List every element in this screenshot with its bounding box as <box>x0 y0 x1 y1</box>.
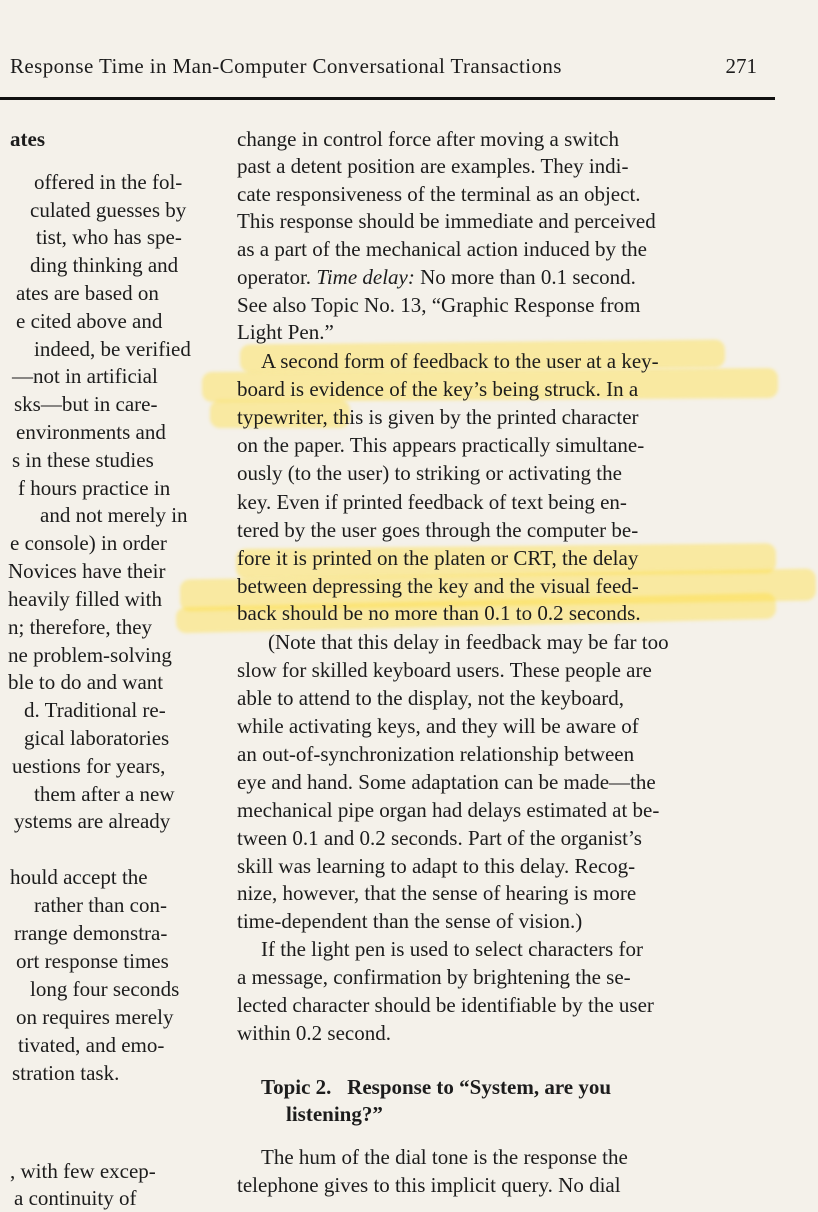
left-line: s in these studies <box>12 448 154 472</box>
left-line: e cited above and <box>16 309 163 333</box>
paragraph-line: between depressing the key and the visual feed- <box>237 574 639 598</box>
left-line: d. Traditional re- <box>24 698 166 722</box>
left-line: them after a new <box>34 782 175 806</box>
left-line: ort response times <box>16 949 169 973</box>
paragraph-line: fore it is printed on the platen or CRT, the delay <box>237 546 639 570</box>
paragraph-line: board is evidence of the key’s being struck. In a <box>237 377 639 401</box>
topic-heading-continued: listening?” <box>286 1102 383 1126</box>
left-line: ne problem-solving <box>8 643 172 667</box>
text-run: No more than 0.1 second. <box>420 265 636 289</box>
paragraph-line: ously (to the user) to striking or activating the <box>237 461 622 485</box>
left-line: tist, who has spe- <box>36 225 182 249</box>
paragraph-line: The hum of the dial tone is the response the <box>261 1145 628 1169</box>
left-line: stration task. <box>12 1061 120 1085</box>
paragraph-line: telephone gives to this implicit query. No dial <box>237 1173 621 1197</box>
page-header <box>0 52 775 86</box>
left-line: n; therefore, they <box>8 615 153 639</box>
left-line: e console) in order <box>10 531 167 555</box>
left-line: ble to do and want <box>8 670 164 694</box>
paragraph-line: If the light pen is used to select characters for <box>261 937 643 961</box>
paragraph-line: back should be no more than 0.1 to 0.2 seconds. <box>237 601 641 625</box>
paragraph-line: See also Topic No. 13, “Graphic Response from <box>237 293 641 317</box>
paragraph-line: typewriter, this is given by the printed character <box>237 405 639 429</box>
time-delay-label: Time delay: <box>316 265 415 289</box>
paragraph-line: able to attend to the display, not the keyboard, <box>237 686 625 710</box>
paragraph-line: time-dependent than the sense of vision.) <box>237 909 583 933</box>
left-section-heading: ates <box>10 127 45 151</box>
paragraph-line: as a part of the mechanical action induced by the <box>237 237 647 261</box>
paragraph-line: cate responsiveness of the terminal as an object. <box>237 182 641 206</box>
paragraph-line: slow for skilled keyboard users. These people are <box>237 658 652 682</box>
left-line: Novices have their <box>8 559 166 583</box>
paragraph-line: tween 0.1 and 0.2 seconds. Part of the organist’s <box>237 826 642 850</box>
left-line: ding thinking and <box>30 253 179 277</box>
left-line: sks—but in care- <box>14 392 158 416</box>
left-line: hould accept the <box>10 865 148 889</box>
paragraph-line: key. Even if printed feedback of text being en- <box>237 490 627 514</box>
left-line: long four seconds <box>30 977 180 1001</box>
left-line: ystems are already <box>14 809 171 833</box>
paragraph-line: lected character should be identifiable by the user <box>237 993 654 1017</box>
text-run: operator. <box>237 265 312 289</box>
paragraph-line: an out-of-synchronization relationship between <box>237 742 635 766</box>
left-line: ates are based on <box>16 281 159 305</box>
left-line: gical laboratories <box>24 726 170 750</box>
paragraph-line: (Note that this delay in feedback may be far too <box>268 630 669 654</box>
header-rule <box>0 97 775 100</box>
left-line: tivated, and emo- <box>18 1033 165 1057</box>
left-line: uestions for years, <box>12 754 166 778</box>
left-line: rrange demonstra- <box>14 921 168 945</box>
left-line: offered in the fol- <box>34 170 183 194</box>
topic-heading: Topic 2. Response to “System, are you <box>261 1075 612 1099</box>
left-line: f hours practice in <box>18 476 171 500</box>
paragraph-line: Light Pen.” <box>237 320 334 344</box>
paragraph-line: on the paper. This appears practically simultane- <box>237 433 645 457</box>
left-line: , with few excep- <box>10 1159 156 1183</box>
paragraph-line: nize, however, that the sense of hearing is more <box>237 881 637 905</box>
left-line: rather than con- <box>34 893 167 917</box>
paragraph-line: mechanical pipe organ had delays estimated at be- <box>237 798 660 822</box>
left-line: environments and <box>16 420 166 444</box>
paragraph-line: change in control force after moving a switch <box>237 127 619 151</box>
left-line: culated guesses by <box>30 198 187 222</box>
page-number: 271 <box>725 54 757 78</box>
paragraph-line: A second form of feedback to the user at a key- <box>261 349 659 373</box>
paragraph-line: This response should be immediate and perceived <box>237 209 656 233</box>
paragraph-line: eye and hand. Some adaptation can be made—the <box>237 770 656 794</box>
left-line: —not in artificial <box>12 364 158 388</box>
left-line: and not merely in <box>40 503 188 527</box>
paragraph-line: while activating keys, and they will be aware of <box>237 714 639 738</box>
left-line: heavily filled with <box>8 587 162 611</box>
paragraph-line: past a detent position are examples. They indi- <box>237 154 629 178</box>
left-line: indeed, be verified <box>34 337 191 361</box>
paragraph-line: skill was learning to adapt to this delay. Recog- <box>237 854 636 878</box>
left-line: on requires merely <box>16 1005 174 1029</box>
paragraph-line: within 0.2 second. <box>237 1021 391 1045</box>
running-title: Response Time in Man-Computer Conversational Transactions <box>10 54 562 78</box>
paragraph-line: tered by the user goes through the computer be- <box>237 518 639 542</box>
paragraph-line: a message, confirmation by brightening the se- <box>237 965 631 989</box>
left-line: a continuity of <box>14 1186 137 1210</box>
paragraph-line <box>237 264 636 291</box>
